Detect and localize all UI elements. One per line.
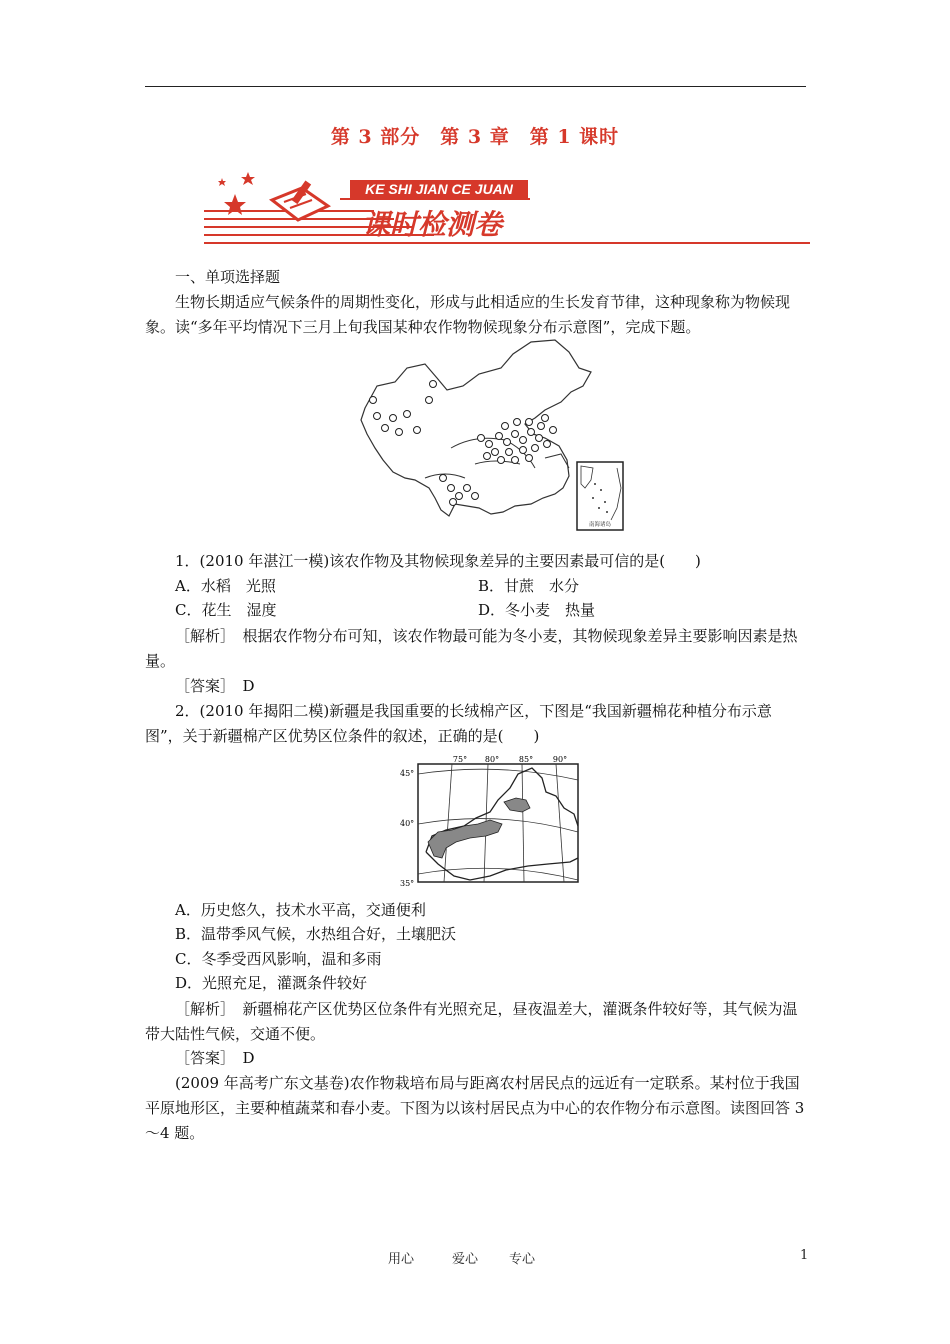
banner-pinyin: KE SHI JIAN CE JUAN <box>365 181 513 197</box>
q2-stem: 2．(2010 年揭阳二模)新疆是我国重要的长绒棉产区，下图是“我国新疆棉花种植分布示意图”，关于新疆棉产区优势区位条件的叙述，正确的是( ) <box>145 702 772 745</box>
section-banner <box>200 166 810 248</box>
footer-left: 用心 <box>388 1252 415 1267</box>
lon-label-80: 80° <box>484 755 500 764</box>
lat-label-45: 45° <box>400 769 415 778</box>
footer-middle: 爱心 <box>452 1252 479 1267</box>
q1-option-b: B．甘蔗 水分 <box>478 577 580 595</box>
q1-option-c: C．花生 湿度 <box>175 601 277 619</box>
footer-right: 专心 <box>509 1252 536 1267</box>
book-icon <box>272 180 328 220</box>
q2-option-d: D．光照充足，灌溉条件较好 <box>175 974 368 992</box>
banner-title: 课时检测卷 <box>362 208 503 241</box>
china-outline <box>361 340 591 516</box>
q1-answer: ［答案］ D <box>175 677 255 695</box>
lat-label-35: 35° <box>400 879 415 888</box>
q2-option-c: C．冬季受西风影响，温和多雨 <box>175 950 382 968</box>
south-china-sea-inset <box>577 462 623 530</box>
q2-answer: ［答案］ D <box>175 1049 255 1067</box>
lon-label-90: 90° <box>552 755 568 764</box>
xinjiang-cotton-map <box>398 752 586 888</box>
q3-intro: (2009 年高考广东文基卷)农作物栽培布局与距离农村居民点的远近有一定联系。某村位于我国平原地形区，主要种植蔬菜和春小麦。下图为以该村居民点为中心的农作物分布示意图。读图回答 3～4 题。 <box>145 1074 805 1142</box>
q1-analysis: ［解析］ 根据农作物分布可知，该农作物最可能为冬小麦，其物候现象差异主要影响因素是热量。 <box>145 627 798 670</box>
star-icon <box>218 172 255 215</box>
q2-option-a: A．历史悠久，技术水平高，交通便利 <box>175 901 426 919</box>
header-rule <box>145 86 806 87</box>
inset-label: 南海诸岛 <box>588 522 612 528</box>
q1-option-d: D．冬小麦 热量 <box>478 601 596 619</box>
section-heading: 一、单项选择题 <box>175 268 281 286</box>
intro-paragraph: 生物长期适应气候条件的周期性变化，形成与此相适应的生长发育节律，这种现象称为物候现象。读“多年平均情况下三月上旬我国某种农作物物候现象分布示意图”，完成下题。 <box>145 293 791 336</box>
lat-label-40: 40° <box>400 819 415 828</box>
q2-option-b: B．温带季风气候，水热组合好，土壤肥沃 <box>175 925 457 943</box>
page-number: 1 <box>800 1248 809 1263</box>
q2-analysis: ［解析］ 新疆棉花产区优势区位条件有光照充足，昼夜温差大，灌溉条件较好等，其气候为温带大陆性气候，交通不便。 <box>145 1000 798 1043</box>
lon-label-85: 85° <box>518 755 534 764</box>
lon-label-75: 75° <box>452 755 468 764</box>
page-title: 第 3 部分 第 3 章 第 1 课时 <box>330 126 620 148</box>
q1-stem: 1．(2010 年湛江一模)该农作物及其物候现象差异的主要因素最可信的是( ) <box>175 552 701 570</box>
q1-option-a: A．水稻 光照 <box>175 577 276 595</box>
china-phenology-map <box>355 338 627 534</box>
